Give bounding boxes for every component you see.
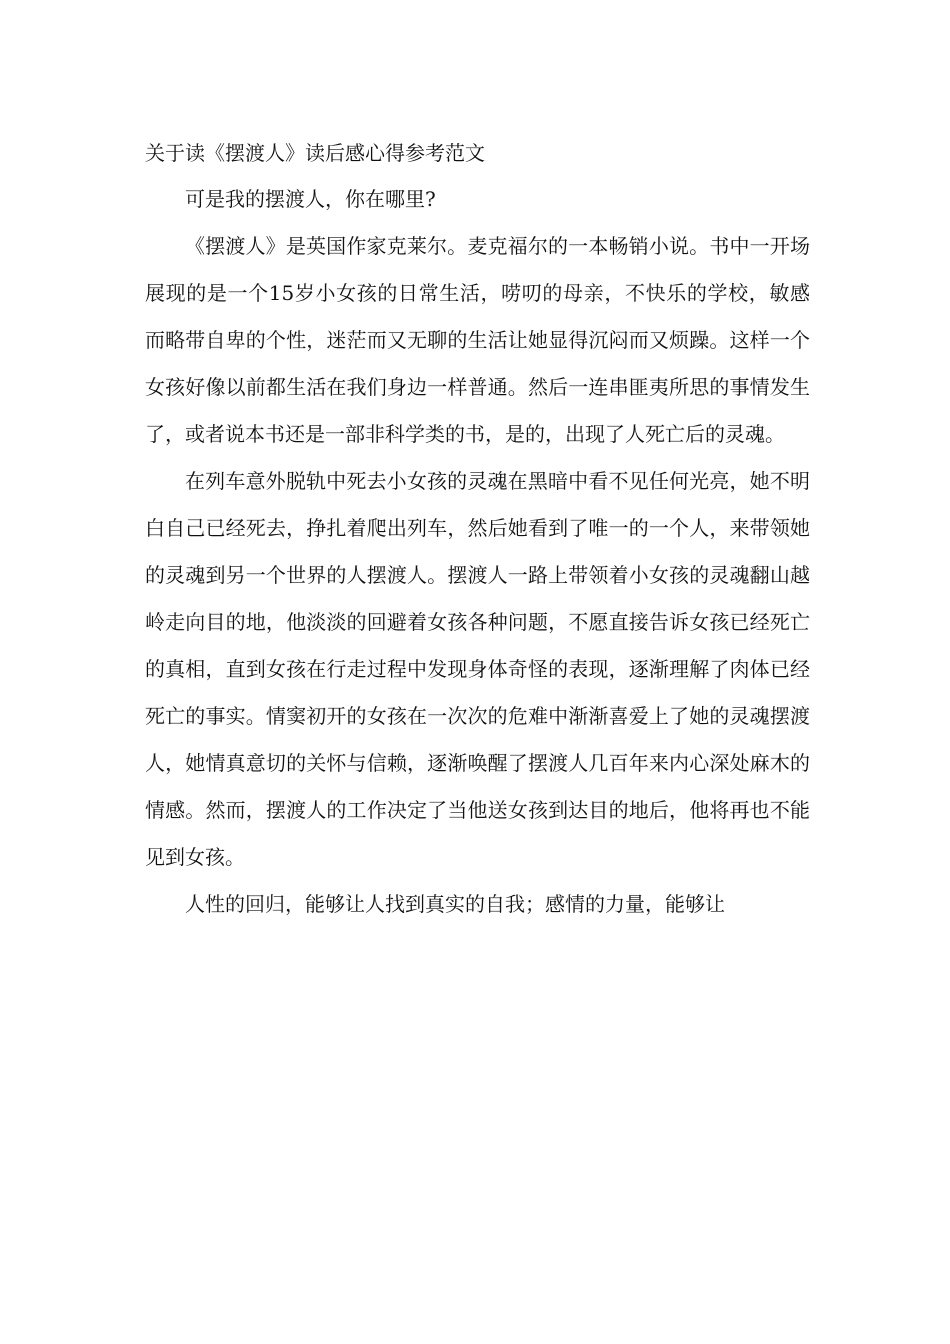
- document-body: [145, 130, 810, 928]
- paragraph-story: 在列车意外脱轨中死去小女孩的灵魂在黑暗中看不见任何光亮，她不明白自己已经死去，挣扎着爬出列车，然后她看到了唯一的一个人，来带领她的灵魂到另一个世界的人摆渡人。摆渡人一路上带领着小女孩的灵魂翻山越岭走向目的地，他淡淡的回避着女孩各种问题，不愿直接告诉女孩已经死亡的真相，直到女孩在行走过程中发现身体奇怪的表现，逐渐理解了肉体已经死亡的事实。情窦初开的女孩在一次次的危难中渐渐喜爱上了她的灵魂摆渡人，她情真意切的关怀与信赖，逐渐唤醒了摆渡人几百年来内心深处麻木的情感。然而，摆渡人的工作决定了当他送女孩到达目的地后，他将再也不能见到女孩。: [145, 469, 810, 869]
- document-title: 关于读《摆渡人》读后感心得参考范文: [145, 141, 485, 165]
- paragraph-reflection: 人性的回归，能够让人找到真实的自我；感情的力量，能够让: [185, 892, 725, 916]
- paragraph-subtitle: 可是我的摆渡人，你在哪里?: [185, 187, 436, 211]
- paragraph-intro: 《摆渡人》是英国作家克莱尔。麦克福尔的一本畅销小说。书中一开场展现的是一个15岁小女孩的日常生活，唠叨的母亲，不快乐的学校，敏感而略带自卑的个性，迷茫而又无聊的生活让她显得沉闷而又烦躁。这样一个女孩好像以前都生活在我们身边一样普通。然后一连串匪夷所思的事情发生了，或者说本书还是一部非科学类的书，是的，出现了人死亡后的灵魂。: [145, 234, 810, 446]
